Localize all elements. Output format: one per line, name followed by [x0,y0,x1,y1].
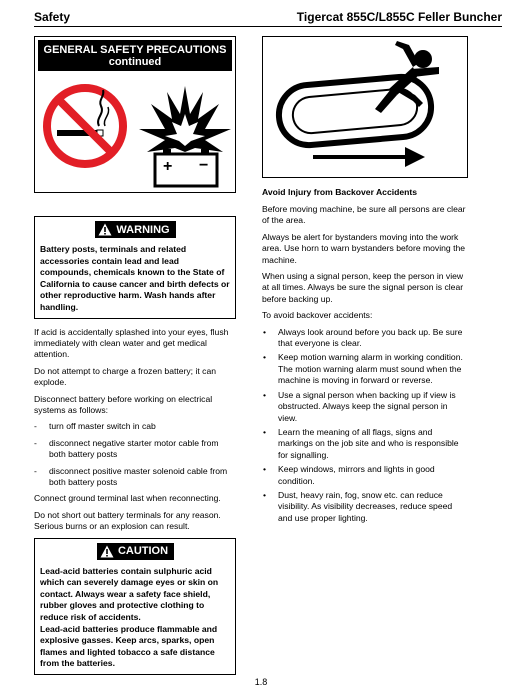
general-precautions-title: GENERAL SAFETY PRECAUTIONS [43,44,227,56]
acid-eyes-paragraph: If acid is accidentally splashed into your eyes, flush immediately with clean water and get medical attention. [34,326,229,360]
warning-text: Battery posts, terminals and related accessories contain lead and lead compounds, chemicals known to the State of California to cause cancer and birth defects or other reproductive harm. Wash hands after handling. [40,244,230,312]
list-item: • Keep motion warning alarm in working condition. The motion warning alarm must sound when the machine is moving in forward or reverse. [262,352,468,386]
left-column [34,36,236,675]
backover-paragraph-4: To avoid backover accidents: [262,310,373,321]
general-precautions-box [34,36,236,193]
backover-bullet-list [262,327,468,525]
step-item: - disconnect negative starter motor cable from both battery posts [34,438,236,461]
header-rule [34,26,502,27]
battery-hazard-illustration [35,74,235,192]
step-text: turn off master switch in cab [49,421,156,432]
short-out-paragraph: Do not short out battery terminals for any reason. Serious burns or an explosion can result. [34,509,221,532]
backover-paragraph-2: Always be alert for bystanders moving into the work area. Use horn to warn bystanders before moving the machine. [262,231,466,265]
section-header: Safety [34,10,71,24]
backover-illustration [262,36,468,178]
battery-plus-label: + [163,158,173,175]
battery-minus-label: − [199,157,209,174]
disconnect-paragraph: Disconnect battery before working on electrical systems as follows: [34,393,213,415]
caution-label: CAUTION [117,545,169,558]
list-item: • Use a signal person when backing up if view is obstructed. Always keep the signal person in view. [262,390,468,424]
reconnect-paragraph: Connect ground terminal last when reconnecting. [34,493,221,504]
warning-triangle-icon [98,223,112,236]
warning-box [34,216,236,319]
backover-paragraph-3: When using a signal person, keep the person in view at all times. Always be sure the signal person is clear before backing up. [262,271,464,304]
right-column [262,36,468,527]
list-item: • Keep windows, mirrors and lights in good condition. [262,464,468,487]
step-item: - turn off master switch in cab [34,421,156,432]
page-number: 1.8 [254,677,268,687]
step-text: disconnect positive master solenoid cable from both battery posts [49,465,228,488]
frozen-battery-paragraph: Do not attempt to charge a frozen battery; it can explode. [34,365,217,388]
backover-paragraph-1: Before moving machine, be sure all persons are clear of the area. [262,204,466,226]
backover-hazard-icon [263,37,469,177]
step-text: disconnect negative starter motor cable from both battery posts [49,437,219,460]
list-item: • Dust, heavy rain, fog, snow etc. can reduce visibility. As visibility decreases, reduce speed and use proper lighting. [262,490,468,524]
list-item: • Learn the meaning of all flags, signs and markings on the job site and who is responsible for signalling. [262,427,468,461]
warning-signal-word [95,221,175,238]
backover-section-title: Avoid Injury from Backover Accidents [262,187,418,197]
caution-text-gasses: Lead-acid batteries produce flammable and explosive gasses. Keep arcs, sparks, open flames and lighted tobacco a safe distance from the batteries. [40,623,218,669]
document-title: Tigercat 855C/L855C Feller Buncher [296,10,502,24]
step-item: - disconnect positive master solenoid cable from both battery posts [34,466,236,489]
general-precautions-heading [38,40,232,71]
general-precautions-subtitle: continued [108,56,162,68]
caution-text-acid: Lead-acid batteries contain sulphuric acid which can severely damage eyes or skin on contact. Always wear a safety face shield, rubber gloves and protective clothing to reduce risk of accidents. [40,565,219,623]
caution-triangle-icon [100,545,114,558]
list-item: • Always look around before you back up. Be sure that everyone is clear. [262,327,468,350]
warning-label: WARNING [116,223,170,236]
caution-box [34,538,236,675]
caution-signal-word [97,543,174,560]
